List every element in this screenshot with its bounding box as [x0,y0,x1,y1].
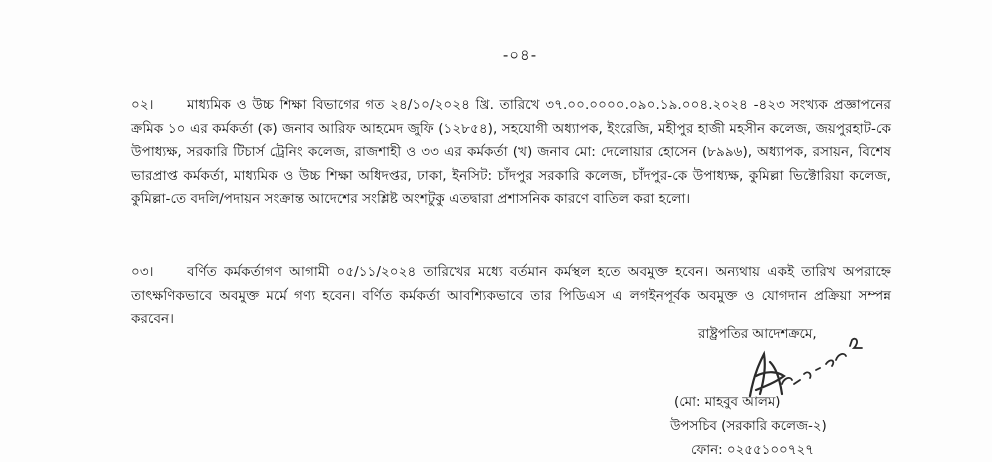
paragraph-text: বর্ণিত কর্মকর্তাগণ আগামী ০৫/১১/২০২৪ তারিখের মধ্যে বর্তমান কর্মস্থল হতে অবমুক্ত হবেন। অন্যথায় একই তারিখ অপরাহ্নে তাৎক্ষণিকভাবে অবমুক্ত মর্মে গণ্য হবেন। বর্ণিত কর্মকর্তা আবশ্যিকভাবে তার পিডিএস এ লগইনপূর্বক অবমুক্ত ও যোগদান প্রক্রিয়া সম্পন্ন করবেন। [131,264,891,327]
paragraph-number: ০৩। [131,264,154,280]
signature-block [640,316,900,462]
signatory-phone: ফোন: ০২৫৫১০০৭২৭ [691,443,814,458]
order-line: রাষ্ট্রপতির আদেশক্রমে, [698,327,817,342]
paragraph-02 [131,94,891,212]
page-number: -০৪- [502,46,538,64]
signatory-name: (মো: মাহবুব আলম) [674,395,781,410]
paragraph-number: ০২। [131,97,154,113]
paragraph-text: মাধ্যমিক ও উচ্চ শিক্ষা বিভাগের গত ২৪/১০/২০২৪ খ্রি. তারিখে ৩৭.০০.০০০০.০৯০.১৯.০০৪.২০২৪ -৪২৩ সংখ্যক প্রজ্ঞাপনের ক্রমিক ১০ এর কর্মকর্তা (ক) জনাব আরিফ আহমেদ জুফি (১২৮৫৪), সহযোগী অধ্যাপক, ইংরেজি, মহীপুর হাজী মহসীন কলেজ, জয়পুরহাট-কে উপাধ্যক্ষ, সরকারি টিচার্স ট্রেনিং কলেজ, রাজশাহী ও ৩৩ এর কর্মকর্তা (খ) জনাব মো: দেলোয়ার হোসেন (৮৯৯৬), অধ্যাপক, রসায়ন, বিশেষ ভারপ্রাপ্ত কর্মকর্তা, মাধ্যমিক ও উচ্চ শিক্ষা অধিদপ্তর, ঢাকা, ইনসিট: চাঁদপুর সরকারি কলেজ, চাঁদপুর-কে উপাধ্যক্ষ, কুমিল্লা ভিক্টোরিয়া কলেজ, কুমিল্লা-তে বদলি/পদায়ন সংক্রান্ত আদেশের সংশ্লিষ্ট অংশটুকু এতদ্বারা প্রশাসনিক কারণে বাতিল করা হলো। [131,97,891,207]
signatory-designation: উপসচিব (সরকারি কলেজ-২) [670,419,827,434]
